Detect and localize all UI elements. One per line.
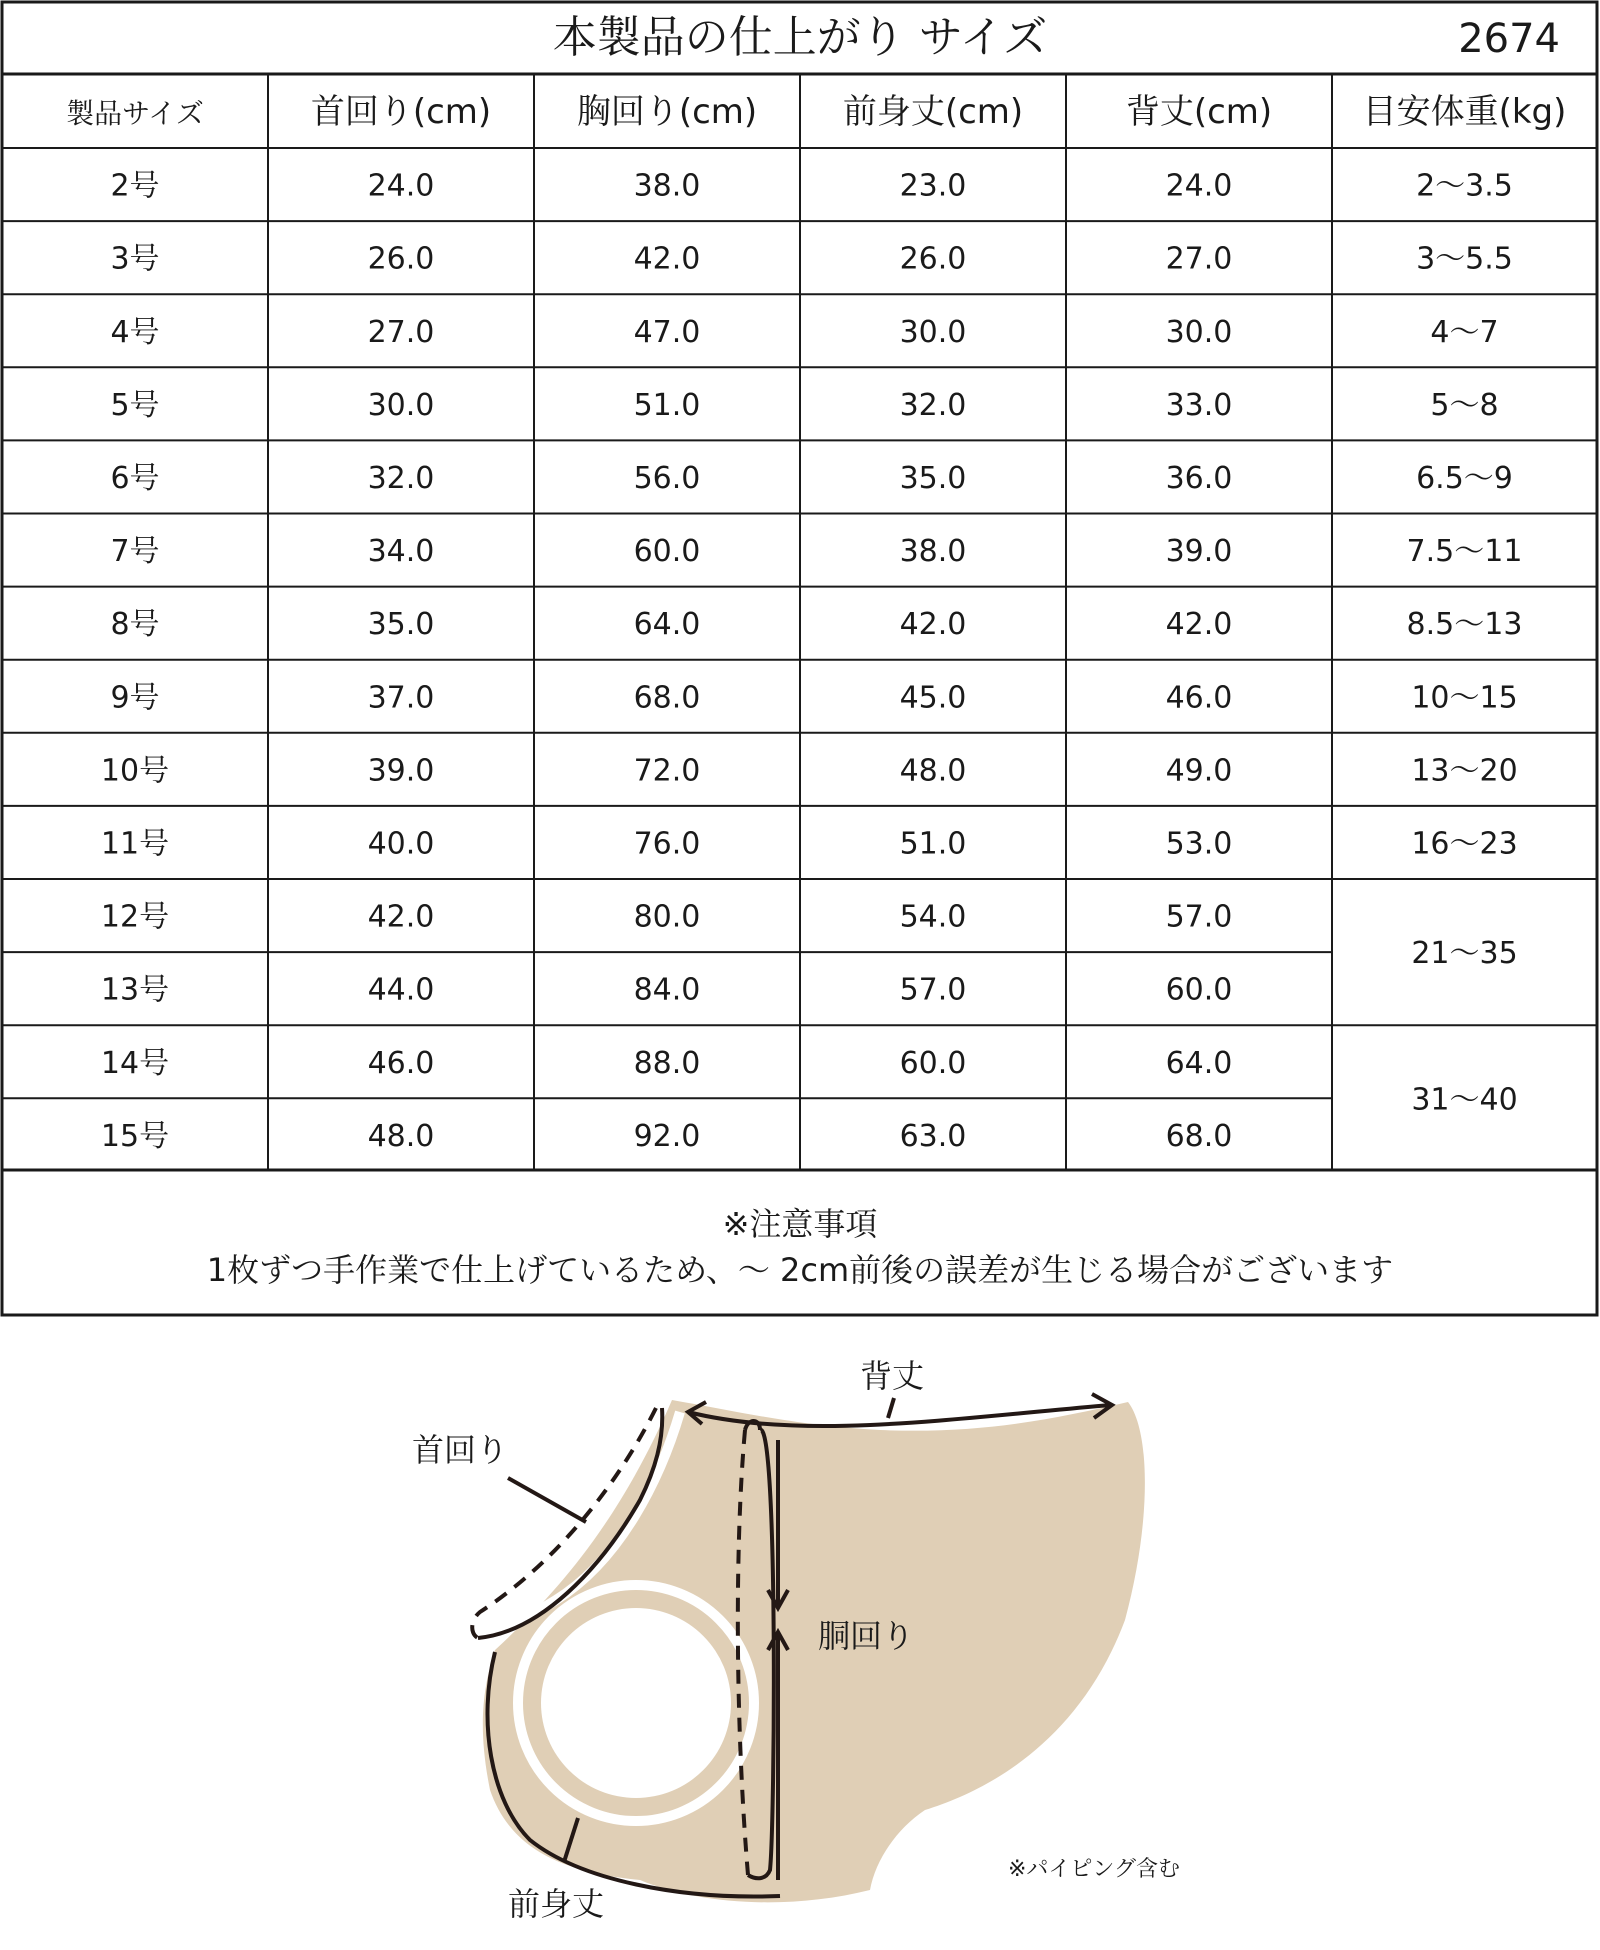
column-header: 背丈(cm) — [1125, 92, 1273, 132]
measurement-cell: 42.0 — [367, 899, 435, 935]
measurement-cell: 32.0 — [367, 460, 435, 496]
leg-hole — [541, 1608, 731, 1798]
measurement-cell: 24.0 — [1165, 168, 1233, 204]
measurement-cell: 88.0 — [633, 1045, 701, 1081]
measurement-cell: 76.0 — [633, 826, 701, 862]
measurement-cell: 35.0 — [367, 607, 435, 643]
measurement-cell: 44.0 — [367, 972, 435, 1008]
measurement-cell: 80.0 — [633, 899, 701, 935]
chest-label: 胴回り — [817, 1617, 915, 1655]
measurement-cell: 38.0 — [899, 534, 967, 570]
measurement-cell: 23.0 — [899, 168, 967, 204]
measurement-cell: 30.0 — [367, 387, 435, 423]
measurement-cell: 32.0 — [899, 387, 967, 423]
column-header: 製品サイズ — [66, 97, 204, 130]
piping-footnote: ※パイピング含む — [1008, 1857, 1180, 1882]
measurement-cell: 60.0 — [899, 1045, 967, 1081]
weight-cell: 21～35 — [1411, 936, 1518, 972]
size-cell: 6号 — [110, 460, 160, 496]
weight-cell: 10～15 — [1411, 680, 1518, 716]
size-cell: 4号 — [110, 314, 160, 350]
measurement-cell: 40.0 — [367, 826, 435, 862]
page-title: 本製品の仕上がり サイズ — [552, 12, 1048, 63]
measurement-cell: 48.0 — [899, 753, 967, 789]
title-bar — [2, 2, 1597, 74]
measurement-cell: 54.0 — [899, 899, 967, 935]
weight-cell: 16～23 — [1411, 826, 1518, 862]
measurement-cell: 49.0 — [1165, 753, 1233, 789]
size-cell: 5号 — [110, 387, 160, 423]
weight-cell: 13～20 — [1411, 753, 1518, 789]
measurement-cell: 57.0 — [899, 972, 967, 1008]
size-cell: 11号 — [100, 826, 170, 862]
measurement-cell: 30.0 — [1165, 314, 1233, 350]
measurement-cell: 72.0 — [633, 753, 701, 789]
weight-cell: 3～5.5 — [1416, 241, 1513, 277]
size-table — [2, 74, 1597, 1171]
size-cell: 9号 — [110, 680, 160, 716]
measurement-cell: 26.0 — [899, 241, 967, 277]
measurement-cell: 51.0 — [633, 387, 701, 423]
measurement-cell: 51.0 — [899, 826, 967, 862]
size-cell: 8号 — [110, 607, 160, 643]
measurement-cell: 84.0 — [633, 972, 701, 1008]
size-cell: 13号 — [100, 972, 170, 1008]
product-code: 2674 — [1458, 16, 1560, 62]
neck-label: 首回り — [411, 1431, 509, 1469]
measurement-cell: 64.0 — [633, 607, 701, 643]
size-cell: 14号 — [100, 1045, 170, 1081]
notice-heading: ※注意事項 — [722, 1205, 878, 1243]
measurement-cell: 42.0 — [633, 241, 701, 277]
size-cell: 12号 — [100, 899, 170, 935]
measurement-cell: 34.0 — [367, 534, 435, 570]
weight-cell: 5～8 — [1430, 387, 1499, 423]
measurement-cell: 33.0 — [1165, 387, 1233, 423]
column-header: 目安体重(kg) — [1362, 92, 1567, 132]
column-header: 首回り(cm) — [310, 92, 492, 132]
size-cell: 3号 — [110, 241, 160, 277]
measurement-cell: 39.0 — [1165, 534, 1233, 570]
measurement-cell: 45.0 — [899, 680, 967, 716]
measurement-cell: 27.0 — [1165, 241, 1233, 277]
weight-cell: 31～40 — [1411, 1082, 1518, 1118]
measurement-cell: 42.0 — [899, 607, 967, 643]
measurement-cell: 60.0 — [1165, 972, 1233, 1008]
measurement-cell: 24.0 — [367, 168, 435, 204]
size-cell: 10号 — [100, 753, 170, 789]
measurement-cell: 60.0 — [633, 534, 701, 570]
measurement-cell: 68.0 — [633, 680, 701, 716]
measurement-cell: 57.0 — [1165, 899, 1233, 935]
measurement-cell: 38.0 — [633, 168, 701, 204]
weight-cell: 6.5～9 — [1416, 460, 1513, 496]
measurement-cell: 63.0 — [899, 1118, 967, 1154]
measurement-cell: 53.0 — [1165, 826, 1233, 862]
measurement-cell: 35.0 — [899, 460, 967, 496]
measurement-cell: 64.0 — [1165, 1045, 1233, 1081]
measurement-cell: 27.0 — [367, 314, 435, 350]
weight-cell: 2～3.5 — [1416, 168, 1513, 204]
measurement-cell: 92.0 — [633, 1118, 701, 1154]
measurement-cell: 39.0 — [367, 753, 435, 789]
measurement-cell: 37.0 — [367, 680, 435, 716]
notice-body: 1枚ずつ手作業で仕上げているため、～ 2cm前後の誤差が生じる場合がございます — [206, 1251, 1394, 1289]
weight-cell: 8.5～13 — [1406, 607, 1523, 643]
measurement-cell: 56.0 — [633, 460, 701, 496]
size-cell: 2号 — [110, 168, 160, 204]
measurement-cell: 42.0 — [1165, 607, 1233, 643]
size-cell: 7号 — [110, 534, 160, 570]
weight-cell: 7.5～11 — [1406, 534, 1523, 570]
measurement-cell: 26.0 — [367, 241, 435, 277]
measurement-cell: 46.0 — [367, 1045, 435, 1081]
measurement-cell: 30.0 — [899, 314, 967, 350]
measurement-cell: 68.0 — [1165, 1118, 1233, 1154]
size-cell: 15号 — [100, 1118, 170, 1154]
measurement-cell: 36.0 — [1165, 460, 1233, 496]
column-header: 胸回り(cm) — [576, 92, 758, 132]
measurement-cell: 47.0 — [633, 314, 701, 350]
measurement-cell: 48.0 — [367, 1118, 435, 1154]
notice-box — [2, 1170, 1597, 1315]
column-header: 前身丈(cm) — [842, 92, 1024, 132]
front-length-label: 前身丈 — [507, 1885, 605, 1923]
weight-cell: 4～7 — [1430, 314, 1499, 350]
measurement-cell: 46.0 — [1165, 680, 1233, 716]
back-length-label: 背丈 — [859, 1357, 925, 1395]
